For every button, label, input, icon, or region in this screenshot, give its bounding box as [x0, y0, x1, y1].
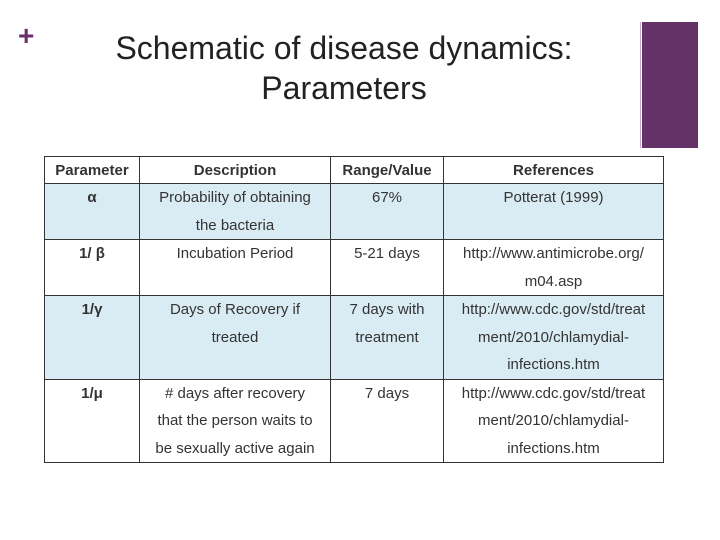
cell-line: # days after recovery: [164, 384, 306, 402]
parameter-cell: 1/ β: [45, 240, 140, 296]
parameter-cell: α: [45, 184, 140, 240]
value-cell: [331, 184, 444, 240]
reference-cell: [444, 296, 664, 380]
reference-link-line: ment/2010/chlamydial-: [478, 328, 629, 346]
header-description: Description: [140, 157, 331, 184]
cell-line: 7 days with: [349, 301, 425, 318]
table-row: [45, 184, 664, 240]
value-cell: [331, 296, 444, 380]
cell-line: 67%: [371, 189, 403, 206]
reference-cell: [444, 240, 664, 296]
cell-line: be sexually active again: [155, 439, 315, 457]
cell-line: treatment: [355, 328, 419, 346]
reference-cell: [444, 379, 664, 463]
description-cell: [140, 184, 331, 240]
header-parameter: Parameter: [45, 157, 140, 184]
reference-link-line: http://www.cdc.gov/std/treat: [461, 384, 646, 402]
plus-icon: +: [18, 20, 35, 51]
reference-link-line: http://www.cdc.gov/std/treat: [461, 301, 646, 318]
reference-link-line: infections.htm: [507, 439, 600, 457]
value-cell: [331, 240, 444, 296]
parameter-cell: 1/γ: [45, 296, 140, 380]
value-cell: [331, 379, 444, 463]
cell-line: that the person waits to: [157, 412, 313, 429]
table-row: [45, 296, 664, 380]
cell-line: treated: [211, 328, 259, 346]
parameters-table: [44, 156, 664, 463]
reference-cell: [444, 184, 664, 240]
description-cell: [140, 240, 331, 296]
header-range-value: Range/Value: [331, 157, 444, 184]
cell-line: Probability of obtaining: [159, 189, 311, 206]
cell-line: 5-21 days: [354, 245, 420, 262]
reference-link-line: m04.asp: [524, 272, 583, 290]
description-cell: [140, 379, 331, 463]
description-cell: [140, 296, 331, 380]
reference-link-line: http://www.antimicrobe.org/: [463, 245, 644, 262]
reference-link-line: infections.htm: [507, 356, 600, 373]
reference-link-line: ment/2010/chlamydial-: [478, 412, 629, 429]
table-row: [45, 240, 664, 296]
header-references: References: [444, 157, 664, 184]
cell-line: 7 days: [364, 384, 410, 402]
table-header-row: [45, 157, 664, 184]
cell-line: Days of Recovery if: [169, 301, 301, 318]
parameter-cell: 1/μ: [45, 379, 140, 463]
cell-line: Potterat (1999): [503, 189, 604, 206]
slide-title: [74, 28, 614, 108]
cell-line: the bacteria: [195, 216, 275, 234]
title-line-2: Parameters: [261, 70, 427, 106]
cell-line: Incubation Period: [176, 245, 294, 262]
title-line-1: Schematic of disease dynamics:: [115, 30, 573, 66]
accent-bar: [642, 22, 698, 148]
table-row: [45, 379, 664, 463]
accent-divider: [640, 22, 641, 148]
